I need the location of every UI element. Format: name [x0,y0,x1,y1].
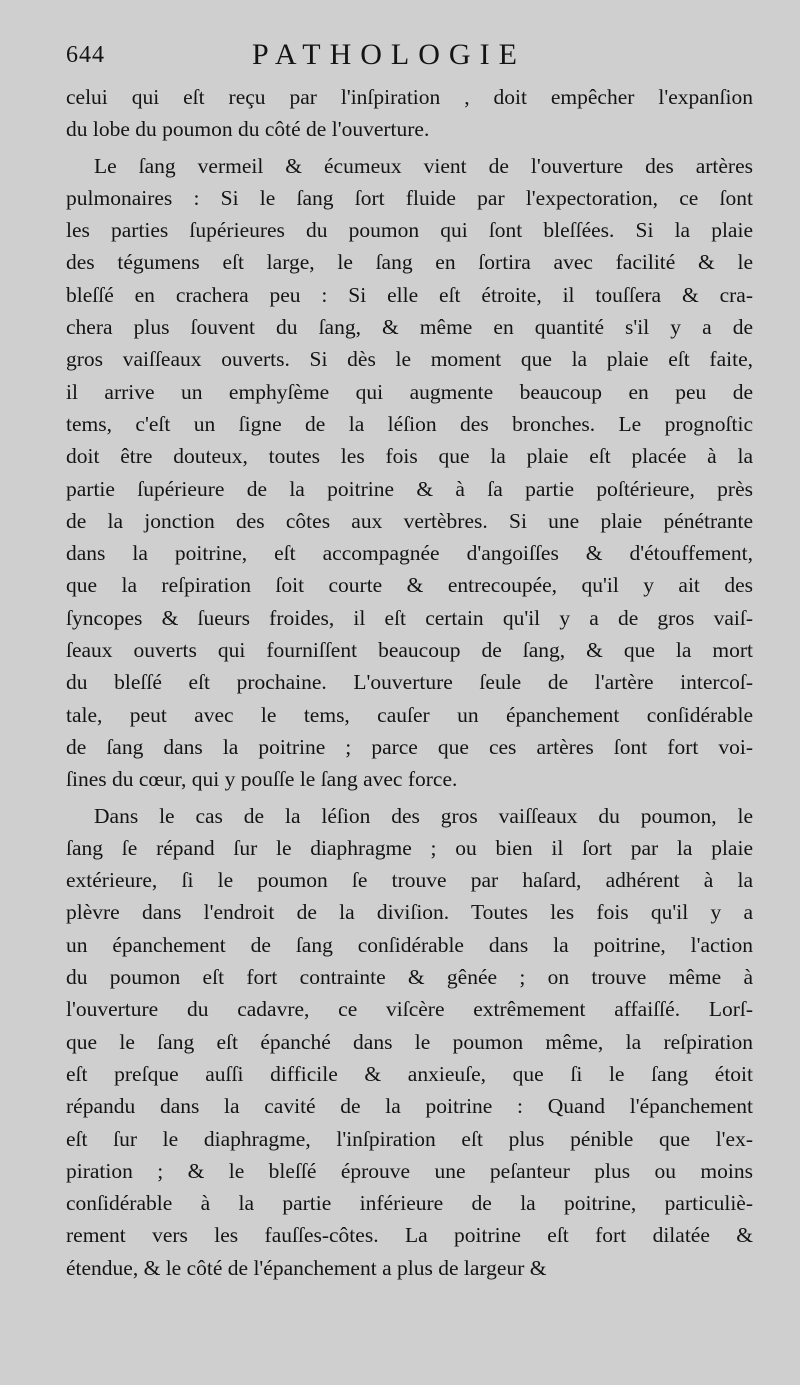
text-line: doit être douteux, toutes les fois que la plaie eſt placée à la [66,444,753,469]
text-line: chera plus ſouvent du ſang, & même en quantité s'il y a de [66,315,753,340]
text-line: du lobe du poumon du côté de l'ouverture. [66,117,430,142]
text-line: conſidérable à la partie inférieure de la poitrine, particuliè- [66,1191,753,1216]
text-line: l'ouverture du cadavre, ce viſcère extrêmement affaiſſé. Lorſ- [66,997,753,1022]
text-line: du bleſſé eſt prochaine. L'ouverture ſeule de l'artère intercoſ- [66,670,753,695]
paragraph [66,150,753,796]
text-line: Le ſang vermeil & écumeux vient de l'ouverture des artères [94,153,753,178]
text-line: pulmonaires : Si le ſang ſort fluide par l'expectoration, ce ſont [66,185,753,210]
paragraph [66,81,753,146]
running-head: PATHOLOGIE [252,38,526,71]
text-line: eſt ſur le diaphragme, l'inſpiration eſt plus pénible que l'ex- [66,1126,753,1151]
page-number: 644 [66,42,105,68]
text-line: de ſang dans la poitrine ; parce que ces artères ſont fort voi- [66,734,753,759]
text-line: un épanchement de ſang conſidérable dans la poitrine, l'action [66,932,753,957]
page-header [66,38,760,78]
text-line: ſeaux ouverts qui fourniſſent beaucoup de ſang, & que la mort [66,638,753,663]
text-line: rement vers les fauſſes-côtes. La poitrine eſt fort dilatée & [66,1223,753,1248]
text-line: les parties ſupérieures du poumon qui ſont bleſſées. Si la plaie [66,218,753,243]
text-line: il arrive un emphyſème qui augmente beaucoup en peu de [66,379,753,404]
text-line: des tégumens eſt large, le ſang en ſortira avec facilité & le [66,250,753,275]
text-line: eſt preſque auſſi difficile & anxieuſe, que ſi le ſang étoit [66,1061,753,1086]
text-line: étendue, & le côté de l'épanchement a plus de largeur & [66,1255,547,1280]
text-line: de la jonction des côtes aux vertèbres. Si une plaie pénétrante [66,508,753,533]
text-line: ſang ſe répand ſur le diaphragme ; ou bien il ſort par la plaie [66,835,753,860]
text-line: gros vaiſſeaux ouverts. Si dès le moment que la plaie eſt faite, [66,347,753,372]
text-line: répandu dans la cavité de la poitrine : Quand l'épanchement [66,1094,753,1119]
text-line: ſines du cœur, qui y pouſſe le ſang avec force. [66,767,458,792]
text-line: ſyncopes & ſueurs froides, il eſt certain qu'il y a de gros vaiſ- [66,605,753,630]
text-line: plèvre dans l'endroit de la diviſion. Toutes les fois qu'il y a [66,900,753,925]
body-text [66,81,753,1284]
paragraph [66,800,753,1284]
text-line: bleſſé en crachera peu : Si elle eſt étroite, il touſſera & cra- [66,282,753,307]
text-line: partie ſupérieure de la poitrine & à ſa partie poſtérieure, près [66,476,753,501]
text-line: que la reſpiration ſoit courte & entrecoupée, qu'il y ait des [66,573,753,598]
text-line: Dans le cas de la léſion des gros vaiſſeaux du poumon, le [94,803,753,828]
text-line: piration ; & le bleſſé éprouve une peſanteur plus ou moins [66,1158,753,1183]
text-line: tems, c'eſt un ſigne de la léſion des bronches. Le prognoſtic [66,411,753,436]
text-line: dans la poitrine, eſt accompagnée d'angoiſſes & d'étouffement, [66,541,753,566]
text-line: extérieure, ſi le poumon ſe trouve par haſard, adhérent à la [66,868,753,893]
text-line: que le ſang eſt épanché dans le poumon même, la reſpiration [66,1029,753,1054]
text-line: celui qui eſt reçu par l'inſpiration , doit empêcher l'expanſion [66,85,753,109]
text-line: du poumon eſt fort contrainte & gênée ; on trouve même à [66,965,753,990]
text-line: tale, peut avec le tems, cauſer un épanchement conſidérable [66,702,753,727]
